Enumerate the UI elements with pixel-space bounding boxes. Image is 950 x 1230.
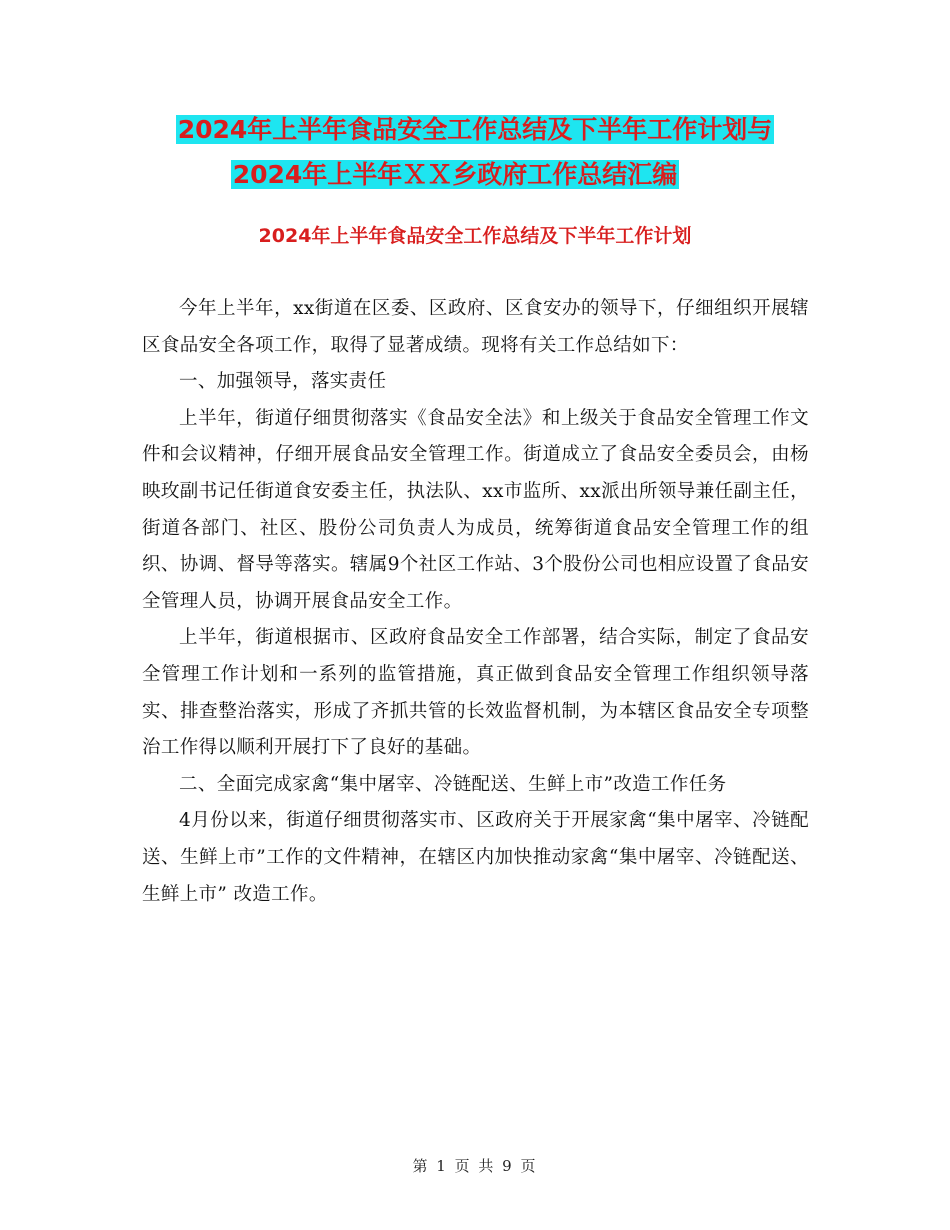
paragraph-intro: 今年上半年，xx街道在区委、区政府、区食安办的领导下，仔细组织开展辖区食品安全各项工作，取得了显著成绩。现将有关工作总结如下： bbox=[142, 298, 809, 356]
section-title: 2024年上半年食品安全工作总结及下半年工作计划 bbox=[258, 225, 692, 247]
paragraph-poultry: 4月份以来，街道仔细贯彻落实市、区政府关于开展家禽“集中屠宰、冷链配送、生鲜上市”工作的文件精神，在辖区内加快推动家禽“集中屠宰、冷链配送、生鲜上市” 改造工作。 bbox=[142, 810, 809, 905]
page-footer: 第 1 页 共 9 页 bbox=[412, 1157, 538, 1175]
heading-2: 二、全面完成家禽“集中屠宰、冷链配送、生鲜上市”改造工作任务 bbox=[179, 773, 727, 795]
document-title-line-2 bbox=[0, 155, 930, 195]
paragraph-leadership: 上半年，街道仔细贯彻落实《食品安全法》和上级关于食品安全管理工作文件和会议精神，仔细开展食品安全管理工作。街道成立了食品安全委员会，由杨映玫副书记任街道食安委主任，执法队、xx市监所、xx派出所领导兼任副主任，街道各部门、社区、股份公司负责人为成员，统筹街道食品安全管理工作的组织、协调、督导等落实。辖属9个社区工作站、3个股份公司也相应设置了食品安全管理人员，协调开展食品安全工作。 bbox=[142, 407, 809, 612]
document-body bbox=[142, 291, 809, 913]
paragraph-mechanism: 上半年，街道根据市、区政府食品安全工作部署，结合实际，制定了食品安全管理工作计划和一系列的监管措施，真正做到食品安全管理工作组织领导落实、排查整治落实，形成了齐抓共管的长效监督机制，为本辖区食品安全专项整治工作得以顺利开展打下了良好的基础。 bbox=[142, 627, 809, 759]
title-highlight-2: 2024年上半年ＸＸ乡政府工作总结汇编 bbox=[232, 160, 678, 189]
heading-1: 一、加强领导，落实责任 bbox=[179, 371, 387, 393]
title-highlight-1: 2024年上半年食品安全工作总结及下半年工作计划与 bbox=[177, 115, 773, 144]
document-title-line-1 bbox=[0, 110, 950, 150]
